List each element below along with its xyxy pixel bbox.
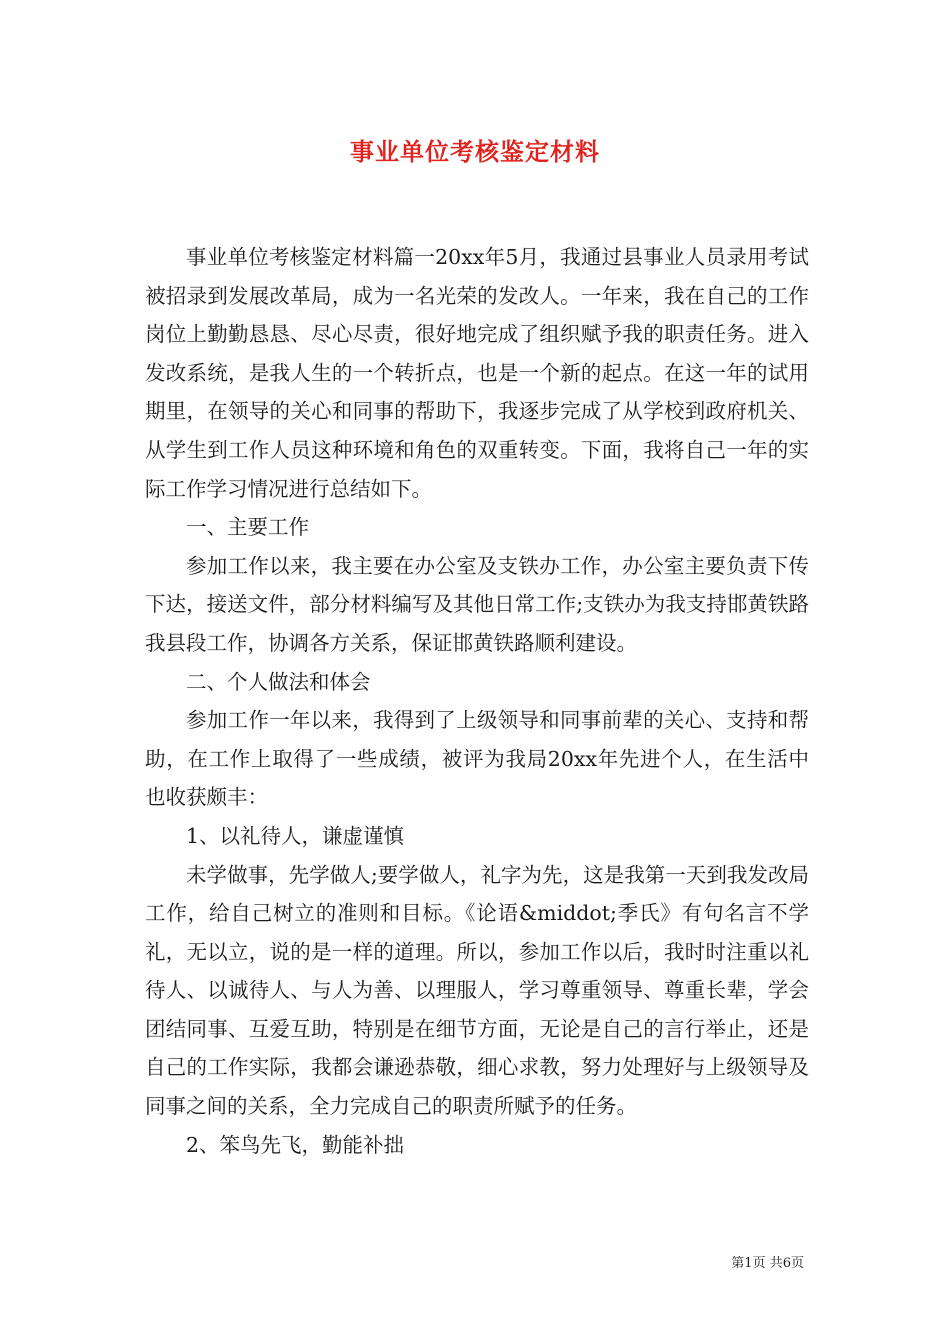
page-footer [731,1252,804,1271]
footer-page-number: 1 [744,1256,753,1271]
footer-total-pages: 6 [782,1256,791,1271]
footer-prefix: 第 [731,1256,745,1271]
paragraph-personal-practice: 参加工作一年以来，我得到了上级领导和同事前辈的关心、支持和帮助，在工作上取得了一些成绩，被评为我局20xx年先进个人，在生活中也收获颇丰： [145,708,809,810]
heading-personal-practice: 二、个人做法和体会 [186,669,371,694]
document-title: 事业单位考核鉴定材料 [350,137,600,166]
paragraph-intro: 事业单位考核鉴定材料篇一20xx年5月，我通过县事业人员录用考试被招录到发展改革局，成为一名光荣的发改人。一年来，我在自己的工作岗位上勤勤恳恳、尽心尽责，很好地完成了组织赋予我的职责任务。进入发改系统，是我人生的一个转折点，也是一个新的起点。在这一年的试用期里，在领导的关心和同事的帮助下，我逐步完成了从学校到政府机关、从学生到工作人员这种环境和角色的双重转变。下面，我将自己一年的实际工作学习情况进行总结如下。 [145,245,809,501]
footer-middle: 页 共 [752,1256,783,1271]
heading-main-work: 一、主要工作 [186,515,309,540]
paragraph-courtesy: 未学做事，先学做人;要学做人，礼字为先，这是我第一天到我发改局工作，给自己树立的准则和目标。《论语&middot;季氏》有句名言不学礼，无以立，说的是一样的道理。所以，参加工作以后，我时时注重以礼待人、以诚待人、与人为善、以理服人，学习尊重领导、尊重长辈，学会团结同事、互爱互助，特别是在细节方面，无论是自己的言行举止，还是自己的工作实际，我都会谦逊恭敬，细心求教，努力处理好与上级领导及同事之间的关系，全力完成自己的职责所赋予的任务。 [145,862,809,1119]
paragraph-main-work: 参加工作以来，我主要在办公室及支铁办工作，办公室主要负责下传下达，接送文件，部分材料编写及其他日常工作;支铁办为我支持邯黄铁路我县段工作，协调各方关系，保证邯黄铁路顺利建设。 [145,553,809,655]
subheading-courtesy: 1、以礼待人，谦虚谨慎 [186,823,405,848]
document-body [145,238,809,1164]
subheading-diligence: 2、笨鸟先飞，勤能补拙 [186,1132,405,1157]
footer-suffix: 页 [790,1256,804,1271]
